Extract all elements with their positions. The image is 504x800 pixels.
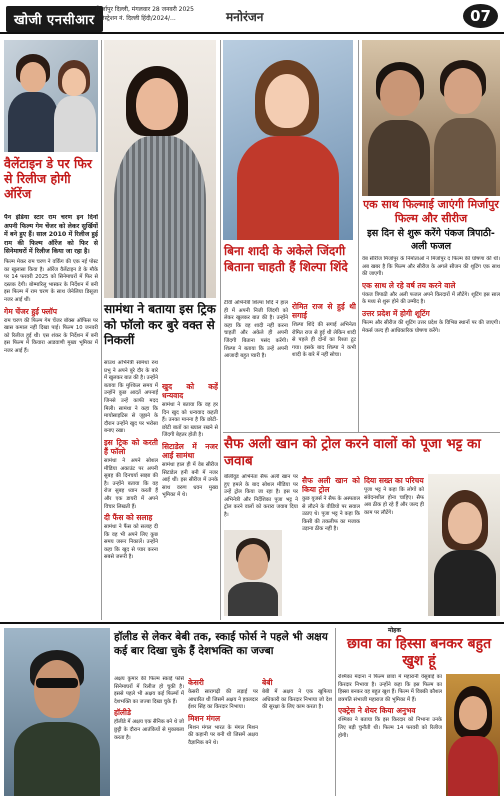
saif-column-1 [224, 474, 298, 530]
samantha-subhead-trick: इस ट्रिक को करती हैं फॉलो [104, 437, 158, 456]
saif-subhead-troll: सैफ अली खान को किया ट्रोल [302, 476, 360, 494]
saif-ali-khan-photo [224, 530, 282, 616]
mirzapur-subhead-year: एक साथ ले रहे वर्ष तय करने वाले [362, 280, 456, 290]
masthead-registration: रजिस्ट्रेशन नं. दिल्ली हिंदी/2024/... [96, 15, 176, 22]
pooja-bhatt-photo [428, 474, 500, 616]
valentine-headline: वैलेंटाइन डे पर फिर से रिलीज होगी ऑरेंज [4, 156, 92, 201]
samantha-paragraph: साउथ अभिनेत्री सामंथा रुथ प्रभु ने अपने बुरे दौर के बारे में खुलकर बात की है। उन्होंने बताया कि मुश्किल समय में उन्होंने कुछ आदतें अपनाईं जिनसे उन्हें काफी मदद मिली। सामंथा ने कहा कि मायोसाइटिस से जूझने के दौरान उन्होंने खुद पर भरोसा बनाए रखा। [104, 360, 158, 435]
saif-paragraph: बॉलीवुड अभिनेता सैफ अली खान पर हुए हमले के बाद सोशल मीडिया पर उन्हें ट्रोल किया जा रहा है। इस पर अभिनेत्री और निर्देशिका पूजा भट्ट ने ट्रोल करने वालों को करारा जवाब दिया है। [224, 474, 298, 518]
shilpa-shinde-photo [223, 40, 353, 240]
shilpa-column-2 [292, 300, 356, 428]
shilpa-paragraph-2: शिल्पा शिंदे की सगाई अभिनेता रोमित राज से हुई थी लेकिन शादी से पहले ही दोनों का रिश्ता टूट गया। इसके बाद शिल्पा ने कभी शादी के बारे में नहीं सोचा। [292, 322, 356, 359]
masthead-date: मिर्जापुर दिल्ली, मंगलवार 28 जनवरी 2025 [96, 6, 194, 13]
akshay-subhead-kesari: केसरी [188, 678, 204, 687]
akshay-subhead-holiday: हॉलीडे [114, 708, 131, 718]
masthead [0, 0, 504, 34]
akshay-subhead-baby: बेबी [262, 678, 273, 687]
mirzapur-subhead-shooting: उत्तर प्रदेश में होगी शूटिंग [362, 308, 430, 318]
mirzapur-paragraph-3: फिल्म और सीरीज की शूटिंग उत्तर प्रदेश के विभिन्न स्थानों पर की जाएगी। मेकर्स जल्द ही आधिकारिक घोषणा करेंगे। [362, 319, 500, 334]
saif-subhead-reply: दिया सख्त का परिचय [364, 476, 424, 485]
akshay-paragraph: अक्षय कुमार की फिल्म स्काई फोर्स सिनेमाघरों में रिलीज हो चुकी है। इससे पहले भी अक्षय कई फिल्मों में देशभक्ति का जज्बा दिखा चुके हैं। [114, 676, 184, 705]
saif-paragraph-3: पूजा भट्ट ने कहा कि लोगों को संवेदनशील होना चाहिए। सैफ अब ठीक हो रहे हैं और जल्द ही काम पर लौटेंगे। [364, 487, 424, 516]
akshay-paragraph-5: हॉलीडे में अक्षय एक सैनिक बने थे जो छुट्टी के दौरान आतंकियों से मुकाबला करता है। [114, 719, 184, 741]
rashmika-headline: छावा का हिस्सा बनकर बहुत खुश हूं [346, 636, 492, 669]
akshay-column-3 [262, 676, 332, 796]
masthead-meta [96, 5, 194, 23]
akshay-kumar-photo [4, 628, 110, 796]
mirzapur-paragraph: वेब सीरीज मिर्जापुर के निर्माताओं ने मिर्जापुर द फिल्म की घोषणा की थी। अब खबर है कि फिल्म और सीरीज के अगले सीजन की शूटिंग एक साथ की जाएगी। [362, 256, 500, 278]
rashmika-paragraph: रश्मिका मंदाना ने फिल्म छावा में महारानी येसुबाई का किरदार निभाया है। उन्होंने कहा कि इस फिल्म का हिस्सा बनकर वह बहुत खुश हैं। फिल्म में विक्की कौशल छत्रपति संभाजी महाराज की भूमिका में हैं। [338, 674, 442, 703]
samantha-paragraph-2: सामंथा ने अपने सोशल मीडिया अकाउंट पर अपनी सुबह की दिनचर्या साझा की है। उन्होंने बताया कि वह रोज सुबह ध्यान करती हैं और एक डायरी में अपने विचार लिखती हैं। [104, 457, 158, 510]
akshay-column-2 [188, 676, 258, 796]
shilpa-column-1 [224, 300, 288, 428]
section-title: मनोरंजन [226, 10, 264, 24]
rashmika-paragraph-2: रश्मिका ने बताया कि इस किरदार को निभाना उनके लिए बड़ी चुनौती थी। फिल्म 14 फरवरी को रिलीज होगी। [338, 717, 442, 739]
samantha-subhead-thanks: खुद को कहें धन्यवाद [162, 382, 218, 400]
mirzapur-photo [362, 40, 500, 196]
mirzapur-body [362, 256, 500, 432]
samantha-headline: सामंथा ने बताया इस ट्रिक को फॉलो कर बुरे वक्त से निकलीं [104, 302, 216, 347]
valentine-body [4, 214, 98, 616]
akshay-headline: हॉलीड से लेकर बेबी तक, स्काई फोर्स ने पहले भी अक्षय कई बार दिखा चुके हैं देशभक्ति का जज्बा [114, 631, 328, 657]
akshay-paragraph-2: केसरी सारागढ़ी की लड़ाई पर आधारित थी जिसमें अक्षय ने हवलदार ईशर सिंह का किरदार निभाया। [188, 689, 258, 711]
saif-headline: सैफ अली खान को ट्रोल करने वालों को पूजा भट्ट का जवाब [224, 436, 481, 469]
saif-column-3 [364, 474, 424, 616]
mirzapur-paragraph-2: पंकज त्रिपाठी और अली फजल अपने किरदारों में लौटेंगे। शूटिंग इस साल के मध्य से शुरू होने की उम्मीद है। [362, 291, 500, 306]
akshay-paragraph-3: मिशन मंगल भारत के मंगल मिशन की कहानी पर बनी थी जिसमें अक्षय वैज्ञानिक बने थे। [188, 724, 258, 746]
samantha-subhead-advice: दी फैंस को सलाह [104, 513, 153, 523]
valentine-paragraph-2: राम चरण की फिल्म गेम चेंजर बॉक्स ऑफिस पर खास कमाल नहीं दिखा पाई। फिल्म 10 जनवरी को रिलीज हुई थी। एस शंकर के निर्देशन में बनी इस फिल्म में कियारा आडवाणी मुख्य भूमिका में नजर आई हैं। [4, 317, 98, 354]
rashmika-kicker: मोहक [388, 627, 401, 634]
samantha-photo [104, 40, 216, 298]
samantha-paragraph-5: सामंथा हाल ही में वेब सीरीज सिटाडेल हनी बनी में नजर आई थीं। इस सीरीज में उनके साथ वरुण धवन मुख्य भूमिका में थे। [162, 461, 218, 499]
rashmika-body [338, 674, 442, 796]
valentine-subhead: गेम चेंजर हुई फ्लॉप [4, 306, 57, 316]
akshay-column-1 [114, 676, 184, 796]
shilpa-subhead: रोमित राज से हुई थी सगाई [292, 302, 356, 320]
saif-paragraph-2: कुछ यूजर्स ने सैफ के अस्पताल से लौटने के वीडियो पर सवाल उठाए थे। पूजा भट्ट ने कहा कि किसी की तकलीफ का मजाक उड़ाना ठीक नहीं है। [302, 496, 360, 533]
page-number: 07 [463, 4, 498, 28]
valentine-paragraph: फिल्म मेकर राम चरण ने वर्किंग की एक नई पोस्ट का खुलासा किया है। ऑरेंज वैलेंटाइन डे के मौके पर 14 फरवरी 2025 को सिनेमाघरों में फिर से दस्तक देगी। बोम्मारिलु भास्कर के निर्देशन में बनी इस फिल्म में राम चरण के साथ जेनेलिया डिसूजा नजर आई थीं। [4, 258, 98, 303]
samantha-paragraph-3: सामंथा ने फैंस को सलाह दी कि वह भी अपने लिए कुछ समय जरूर निकालें। उन्होंने कहा कि खुद से प्यार करना सबसे जरूरी है। [104, 524, 158, 561]
valentine-lead: पैन इंडिया स्टार राम चरण इन दिनों अपनी फिल्म गेम चेंजर को लेकर सुर्खियों में बने हुए हैं। साल 2010 में रिलीज हुई राम की फिल्म ऑरेंज को फिर से सिनेमाघरों में रिलीज किया जा रहा है। [4, 214, 98, 256]
samantha-subhead-citadel: सिटाडेल में नजर आईं सामंथा [162, 441, 218, 460]
rashmika-mandanna-photo [446, 674, 500, 796]
shilpa-paragraph: टीवी अभिनेत्री शिल्पा शिंदे ने हाल ही में अपनी निजी जिंदगी को लेकर खुलकर बात की है। उन्होंने कहा कि वह शादी नहीं करना चाहतीं और अकेले ही अपनी जिंदगी बिताना पसंद करेंगी। शिल्पा ने बताया कि उन्हें अपनी आजादी बहुत प्यारी है। [224, 300, 288, 360]
saif-column-2 [302, 474, 360, 616]
akshay-paragraph-4: बेबी में अक्षय ने एक खुफिया अधिकारी का किरदार निभाया जो देश की सुरक्षा के लिए काम करता है। [262, 689, 332, 711]
mirzapur-subheadline: इस दिन से शुरू करेंगे पंकज त्रिपाठी-अली फजल [367, 228, 495, 252]
rashmika-subhead: एक्ट्रेस ने शेयर किया अनुभव [338, 706, 416, 716]
samantha-column-2 [162, 380, 218, 618]
akshay-subhead-mission-mangal: मिशन मंगल [188, 713, 221, 723]
shilpa-headline: बिना शादी के अकेले जिंदगी बिताना चाहती हैं शिल्पा शिंदे [224, 244, 348, 274]
samantha-paragraph-4: सामंथा ने बताया कि वह हर दिन खुद को धन्यवाद कहती हैं। उनका मानना है कि छोटी-छोटी बातों का ख्याल रखने से जिंदगी बेहतर होती है। [162, 402, 218, 439]
newspaper-logo: खोजी एनसीआर [6, 6, 103, 32]
orange-movie-photo [4, 40, 98, 152]
mirzapur-headline: एक साथ फिल्माई जाएंगी मिर्जापुर फिल्म और सीरीज [363, 198, 499, 225]
samantha-column-1 [104, 360, 158, 618]
